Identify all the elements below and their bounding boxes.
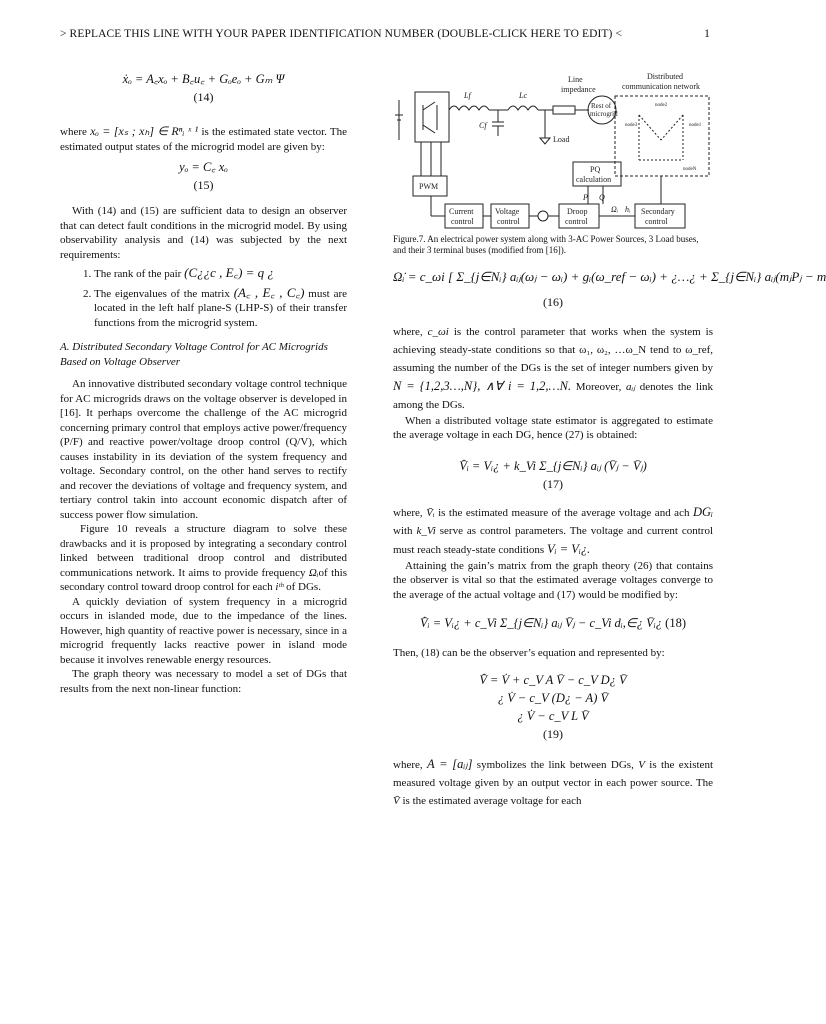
svg-text:node1: node1 bbox=[689, 123, 702, 128]
paragraph-control-parameter: where, c_ωi is the control parameter that works when the system is achieving steady-state conditions so that ω₁, ω₂, …ω_N tend to ω_ref, assuming the number of the DGs is the set of integer numbers given by N = {1,2,3…,N}, ∧∀ i = 1,2,…N. Moreover, aᵢⱼ denotes the link among the DGs. bbox=[393, 325, 714, 411]
communication-network-box bbox=[615, 96, 709, 176]
where-state-vector: where xₒ = [xₛ ; xₕ] ∈ Rⁿᵢ ˣ ¹ is the estimated state vector. The estimated output states of the microgrid model are given by: bbox=[60, 124, 348, 153]
svg-text:communication network: communication network bbox=[622, 82, 700, 91]
equation-17-number: (17) bbox=[543, 476, 563, 491]
equation-19-line2: ¿ V̇ − c_V (D¿ − A) V̄ bbox=[497, 690, 609, 705]
inverter-box bbox=[415, 92, 449, 142]
page-number: 1 bbox=[704, 28, 710, 40]
svg-text:Lf: Lf bbox=[464, 91, 471, 100]
svg-text:P: P bbox=[583, 193, 588, 202]
svg-text:Secondary: Secondary bbox=[641, 207, 675, 216]
equation-19-line1: V̄̇ = V̇ + c_V A V̄ − c_V D¿ V̄ bbox=[479, 672, 627, 687]
equation-14-number: (14) bbox=[193, 90, 214, 104]
svg-text:calculation: calculation bbox=[576, 175, 612, 184]
equation-19-number: (19) bbox=[543, 726, 563, 741]
equation-14: ẋₒ = A꜀xₒ + B꜀u꜀ + Gₒeₒ + Gₘ Ψ bbox=[122, 72, 285, 86]
line-impedance bbox=[553, 106, 575, 114]
svg-text:control: control bbox=[645, 217, 668, 226]
summing-junction bbox=[538, 211, 548, 221]
svg-text:hᵢ: hᵢ bbox=[625, 205, 631, 214]
svg-text:Load: Load bbox=[553, 135, 570, 144]
requirement-1: 1. The rank of the pair (C¿¿c , E꜀) = q ¿ bbox=[94, 266, 347, 282]
lc-inductor bbox=[508, 106, 538, 110]
right-column bbox=[393, 70, 826, 810]
equation-17: V̄̇ᵢ = Vᵢ¿ + k_Vi Σ_{j∈Nᵢ} aᵢⱼ (V̄ⱼ − V̄ⱼ) bbox=[459, 458, 647, 473]
svg-text:Cf: Cf bbox=[479, 121, 487, 130]
svg-text:Distributed: Distributed bbox=[647, 72, 683, 81]
svg-text:control: control bbox=[565, 217, 588, 226]
svg-text:Voltage: Voltage bbox=[495, 207, 520, 216]
svg-text:microgrid: microgrid bbox=[590, 110, 618, 118]
running-header bbox=[60, 28, 710, 40]
paragraph-gain-matrix: Attaining the gain’s matrix from the graph theory (26) that contains the observer is vital so that the estimated average voltages converge to the average of the actual voltage and (17) would be modified by: bbox=[393, 559, 713, 601]
paragraph-observer: With (14) and (15) are sufficient data to design an observer that can detect fault conditions in the microgrid model. By using observability analysis and (14) was subjected by the next requirements: bbox=[60, 205, 347, 261]
svg-text:nodeN: nodeN bbox=[683, 167, 697, 172]
equation-19-line3: ¿ V̇ − c_V L V̄ bbox=[517, 708, 589, 723]
section-heading: A. Distributed Secondary Voltage Control for AC Microgrids Based on Voltage Observer bbox=[60, 341, 328, 368]
figure-caption: Figure.7. An electrical power system along with 3-AC Power Sources, 3 Load buses, and their 3 terminal buses (modified from [16]). bbox=[393, 234, 699, 255]
svg-text:control: control bbox=[497, 217, 520, 226]
svg-text:node3: node3 bbox=[625, 123, 638, 128]
paragraph-innovative: An innovative distributed secondary voltage control technique for AC microgrids draws on the voltage observer is developed in [16]. It perhaps overcome the challenge of the AC microgrid concerning primary control that employs active power/frequency (P/F) and reactive power/voltage droop control (Q/V), which causes instability in its deviation of the system frequency and voltage. Secondary control, on the other hand serves to rectify and recover the deviations of voltage and frequency system, and tertiary control takin into account economic dispatch after of success power flow simulation. bbox=[60, 378, 347, 521]
equation-15: yₒ = C꜀ xₒ bbox=[179, 160, 228, 174]
requirement-2: 2. The eigenvalues of the matrix (A꜀ , E꜀ , C꜀) must are located in the left half plane-S (LHP-S) of their transfer functions from the microgrid system. bbox=[94, 286, 347, 331]
equation-16-number: (16) bbox=[543, 294, 563, 309]
paragraph-observer-equation: Then, (18) can be the observer’s equation and represented by: bbox=[393, 647, 665, 659]
paragraph-graph-theory: The graph theory was necessary to model a set of DGs that results from the next non-linear function: bbox=[60, 668, 347, 695]
svg-text:Q: Q bbox=[599, 193, 605, 202]
svg-text:Ωᵢ: Ωᵢ bbox=[611, 205, 619, 214]
svg-text:Lc: Lc bbox=[519, 91, 527, 100]
equation-16: Ω̇ᵢ = c_ωi [ Σ_{j∈Nᵢ} aᵢⱼ(ωⱼ − ωᵢ) + gᵢ(ω_ref − ωᵢ) + ¿…¿ + Σ_{j∈Nᵢ} aᵢⱼ(mⱼPⱼ − m bbox=[393, 269, 826, 284]
label-line: Line bbox=[568, 75, 583, 84]
svg-text:node2: node2 bbox=[655, 103, 668, 108]
equation-15-number: (15) bbox=[193, 178, 214, 192]
paragraph-figure10: Figure 10 reveals a structure diagram to solve these drawbacks and it is proposed by integrating a secondary control linked between traditional droop control and distributed communications network. It aims to provide frequency Ωᵢof this secondary control toward droop control for each iᵗʰ of DGs. bbox=[60, 523, 347, 593]
left-column bbox=[60, 70, 347, 696]
power-system-diagram bbox=[393, 70, 711, 230]
requirements-list bbox=[60, 266, 347, 330]
header-text: > REPLACE THIS LINE WITH YOUR PAPER IDENTIFICATION NUMBER (DOUBLE-CLICK HERE TO EDIT) < bbox=[60, 28, 623, 40]
svg-text:control: control bbox=[451, 217, 474, 226]
svg-text:PWM: PWM bbox=[419, 182, 439, 191]
equation-18: V̄̇ᵢ = Vᵢ¿ + c_Vi Σ_{j∈Nᵢ} aᵢⱼ V̄ⱼ − c_Vi dᵢ,∈¿ V̄ᵢ¿ (18) bbox=[419, 616, 686, 630]
paragraph-voltage-estimator: When a distributed voltage state estimator is aggregated to estimate the average voltage in each DG, hence (27) is obtained: bbox=[393, 414, 713, 441]
svg-text:Current: Current bbox=[449, 207, 474, 216]
figure-7-diagram bbox=[393, 70, 711, 230]
svg-text:Rest of: Rest of bbox=[591, 102, 612, 110]
svg-text:Droop: Droop bbox=[567, 207, 588, 216]
paragraph-estimated-measure: where, V̄ᵢ is the estimated measure of the average voltage and ach DGᵢ with k_Vi serve as control parameters. The voltage and current control must reach steady-state conditions Vᵢ = Vᵢ¿. bbox=[393, 504, 714, 556]
lf-inductor bbox=[449, 106, 489, 110]
paragraph-deviation: A quickly deviation of system frequency in a microgrid occurs in islanded mode, due to the impedance of the lines. However, high quantity of reactive power is necessary, since in a microgrid frequently lacks reactive power in island mode because it involves renewable energy resources. bbox=[60, 595, 347, 666]
label-impedance: impedance bbox=[561, 85, 596, 94]
paragraph-link-matrix: where, A = [aᵢⱼ] symbolizes the link between DGs, V is the existent measured voltage given by an output vector in each power source. The V̄ is the estimated average voltage for each bbox=[393, 756, 713, 807]
svg-text:PQ: PQ bbox=[590, 165, 601, 174]
state-vector-math: xₒ = [xₛ ; xₕ] ∈ Rⁿᵢ ˣ ¹ bbox=[90, 124, 199, 138]
